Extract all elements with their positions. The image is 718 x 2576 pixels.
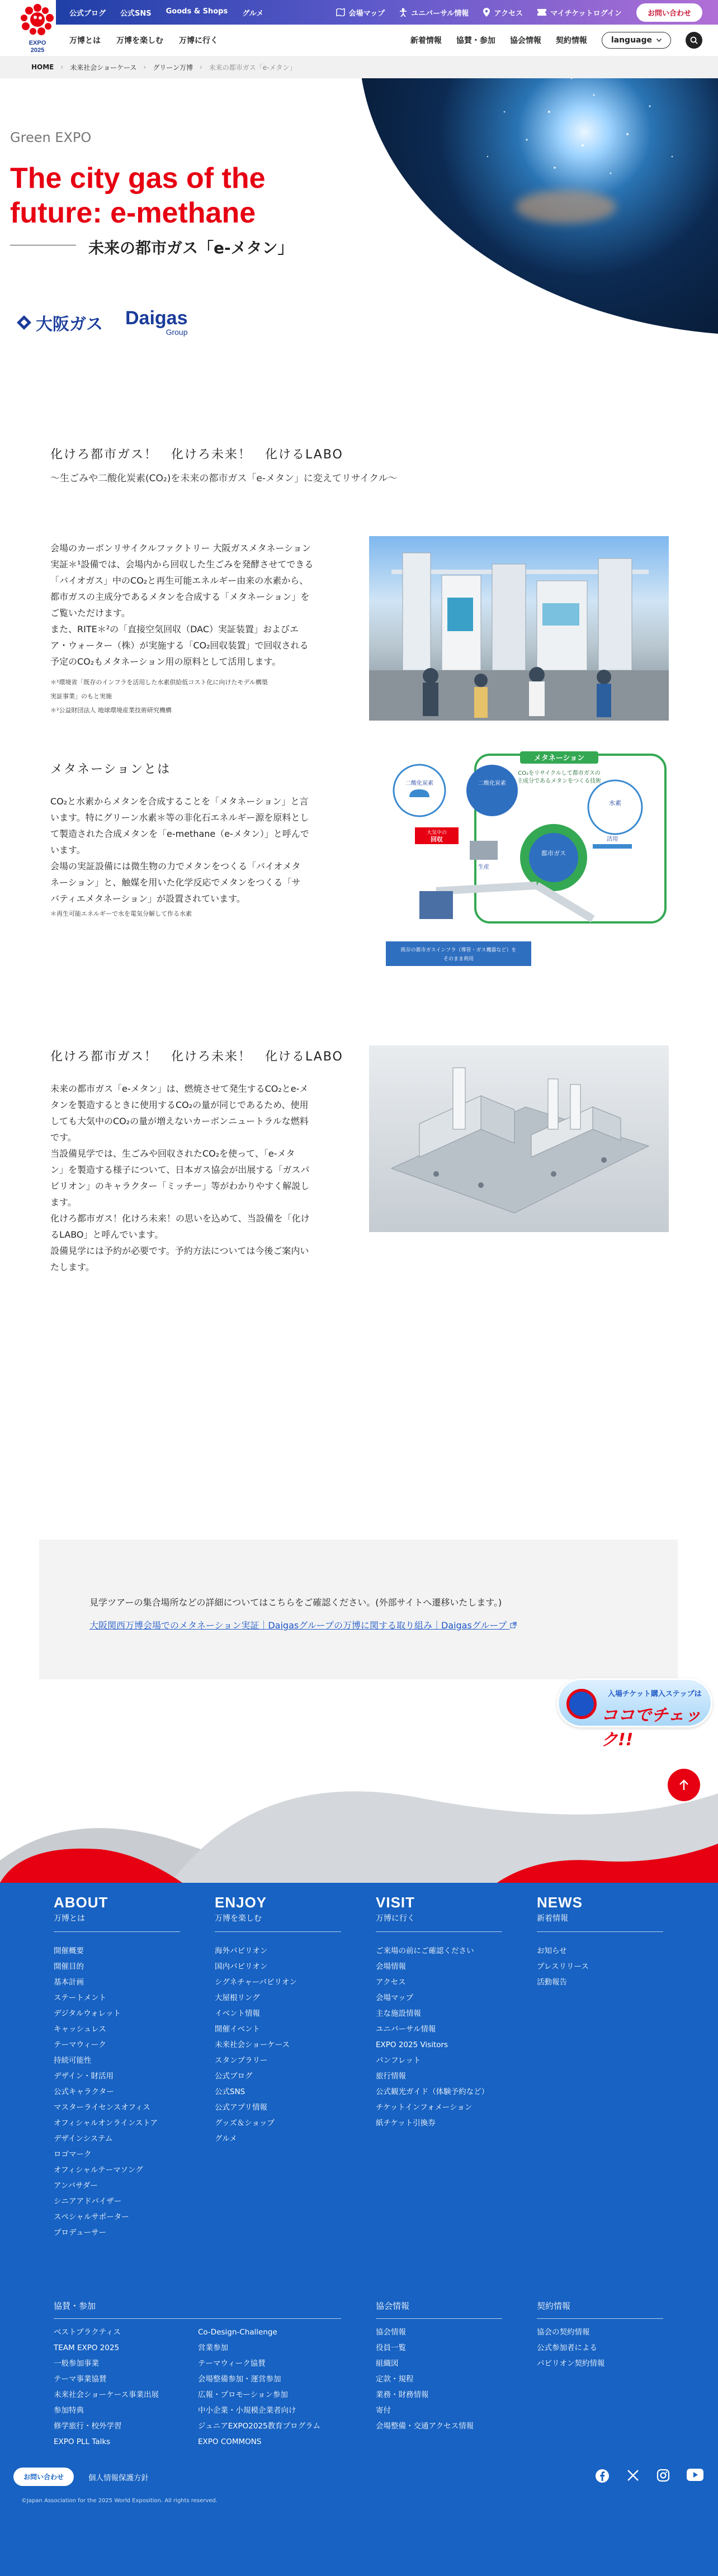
social-links: [595, 2469, 703, 2483]
footer-wrap: [0, 1777, 718, 2576]
paragraph-line: ア・ウォーター（株）が実施する「CO₂回収装置」で回収される: [50, 640, 309, 651]
svg-text:回収: 回収: [431, 836, 443, 843]
footer-link[interactable]: 公式キャラクター: [54, 2087, 114, 2096]
footer-link[interactable]: 公式参加者による: [537, 2343, 597, 2352]
util-link-goods[interactable]: Goods & Shops: [166, 7, 228, 16]
util-link-sns[interactable]: 公式SNS: [120, 9, 152, 18]
search-button[interactable]: [686, 32, 702, 49]
hero-title: The city gas of the future: e-methane: [10, 162, 266, 229]
facility-illustration: [369, 536, 669, 721]
footer-link[interactable]: Co-Design-Challenge: [198, 2328, 277, 2337]
footer-link[interactable]: オフィシャルテーマソング: [54, 2166, 143, 2175]
svg-text:都市ガス: 都市ガス: [541, 850, 566, 857]
hero-image: [359, 78, 718, 335]
search-icon: [690, 36, 698, 44]
util-link-gourmet[interactable]: グルメ: [242, 9, 264, 18]
footer-link[interactable]: 開催概要: [54, 1947, 84, 1955]
section-methanation-heading: メタネーションとは: [50, 763, 171, 776]
copyright: ©Japan Association for the 2025 World Exposition. All rights reserved.: [21, 2498, 218, 2504]
svg-text:生産: 生産: [478, 864, 489, 870]
paragraph-line: です。: [50, 1132, 77, 1143]
svg-text:水素: 水素: [609, 799, 621, 807]
paragraph-line: います。特にグリーン水素＊等の非化石エネルギー源を原料とし: [50, 812, 309, 823]
hero-eyebrow: Green EXPO: [10, 130, 92, 145]
footer-link[interactable]: マスターライセンスオフィス: [54, 2103, 150, 2112]
footer-link[interactable]: 会場整備・交通アクセス情報: [376, 2422, 474, 2431]
external-link-icon: [510, 1622, 517, 1628]
section-lab-heading: 化けろ都市ガス！ 化けろ未来！ 化けるLABO: [50, 1050, 343, 1064]
nav-contract[interactable]: 契約情報: [555, 36, 587, 45]
footer-link[interactable]: 主な施設情報: [376, 2009, 421, 2018]
footer-sponsor-col2: [198, 2324, 320, 2450]
footnote: ＊再生可能エネルギーで水を電気分解して作る水素: [50, 910, 192, 917]
section-facility: [0, 484, 718, 714]
footer-link[interactable]: 業務・財務情報: [376, 2390, 429, 2399]
breadcrumb-separator: ›: [199, 63, 202, 71]
footer-link[interactable]: グッズ＆ショップ: [215, 2119, 275, 2128]
footer-link[interactable]: グルメ: [215, 2134, 237, 2143]
footer-sponsor-heading: 協賛・参加: [54, 2300, 341, 2319]
paragraph-line: 化けろ都市ガス！化けろ未来！の思いを込めて、当設備を「化け: [50, 1213, 310, 1224]
paragraph-line: タンを製造するときに使用するCO₂の量が同じであるため、使用: [50, 1100, 309, 1110]
footer-contract-list: [537, 2324, 604, 2371]
svg-text:2025: 2025: [30, 47, 45, 54]
footer-link[interactable]: 旅行情報: [376, 2072, 406, 2081]
paragraph-line: 「バイオガス」中のCO₂と再生可能エネルギー由来の水素から、: [50, 575, 309, 586]
footer-link[interactable]: 未来社会ショーケース: [215, 2040, 290, 2049]
svg-text:二酸化炭素: 二酸化炭素: [405, 780, 433, 787]
footer-link[interactable]: スタンプラリー: [215, 2056, 268, 2065]
footer-link[interactable]: ユニバーサル情報: [376, 2025, 436, 2034]
footer-link[interactable]: 国内パビリオン: [215, 1962, 268, 1971]
footer-link[interactable]: テーマウィーク: [54, 2040, 106, 2049]
footer-link[interactable]: 公式SNS: [215, 2087, 245, 2096]
paragraph-line: 会場の実証設備には微生物の力でメタンをつくる「バイオメタ: [50, 861, 301, 872]
breadcrumb-current: 未来の都市ガス「e-メタン」: [209, 63, 296, 72]
footer-link[interactable]: 基本計画: [54, 1978, 84, 1987]
footer-link[interactable]: テーマウィーク協賛: [198, 2359, 266, 2368]
nav-news[interactable]: 新着情報: [410, 36, 442, 45]
svg-text:メタネーション: メタネーション: [533, 754, 585, 763]
nav-sponsor[interactable]: 協賛・参加: [456, 36, 495, 45]
paragraph-line: CO₂と水素からメタンを合成することを「メタネーション」と言: [50, 796, 309, 807]
footnote: ＊²公益財団法人 地球環境産業技術研究機構: [50, 707, 172, 714]
paragraph-line: ます。: [50, 1197, 77, 1208]
breadcrumb-showcase[interactable]: 未来社会ショーケース: [70, 63, 137, 72]
paragraph-line: また、RITE＊²の「直接空気回収（DAC）実証装置」およびエ: [50, 624, 299, 634]
chevron-down-icon: [656, 39, 662, 42]
paragraph-line: ご覧いただけます。: [50, 608, 130, 618]
footer-link[interactable]: 大屋根リング: [215, 1993, 260, 2002]
footer-link[interactable]: アンバサダー: [54, 2181, 98, 2190]
facebook-icon[interactable]: [595, 2469, 610, 2483]
footer-link[interactable]: 役員一覧: [376, 2343, 406, 2352]
section-lab: [0, 1049, 718, 1395]
osaka-gas-mark-icon: [16, 314, 32, 331]
osaka-gas-logo: 大阪ガス: [16, 310, 103, 335]
youtube-icon[interactable]: [687, 2469, 703, 2481]
util-link-universal[interactable]: ユニバーサル情報: [399, 7, 469, 18]
footer-news: NEWS 新着情報 お知らせ プレスリリース 活動報告: [537, 1894, 663, 1990]
paragraph-line: て製造された合成メタンを「e-methane（e-メタン）」と呼んで: [50, 828, 309, 839]
footer-link[interactable]: 持続可能性: [54, 2056, 92, 2065]
footer-link[interactable]: 会場整備参加・運営参加: [198, 2375, 281, 2384]
footer-link[interactable]: パビリオン契約情報: [537, 2359, 605, 2368]
ticket-banner[interactable]: 入場チケット購入ステップは ココでチェック!!: [557, 1678, 712, 1727]
footer-link[interactable]: パンフレット: [376, 2056, 421, 2065]
util-link-access[interactable]: アクセス: [483, 7, 523, 18]
footer-link[interactable]: 海外パビリオン: [215, 1947, 268, 1955]
footer-visit-title: VISIT: [376, 1894, 415, 1911]
footer-enjoy: ENJOY 万博を楽しむ 海外パビリオン 国内パビリオン シグネチャーパビリオン 大屋根リング イベント情報 開催イベント 未来社会ショーケース スタンプラリー 公式ブログ 公式SNS 公式アプリ情報 グッズ＆ショップ グルメ: [215, 1894, 341, 2147]
footer-news-title: NEWS: [537, 1894, 583, 1911]
daigas-logo: Daigas Group: [125, 307, 188, 337]
ticket-icon: [537, 9, 546, 16]
footer-link[interactable]: デジタルウォレット: [54, 2009, 121, 2018]
location-pin-icon: [483, 8, 490, 17]
footer-link[interactable]: 公式ブログ: [215, 2072, 253, 2081]
footer-sponsor-col1: [54, 2324, 159, 2450]
paragraph-line: ビリオン」のキャラクター「ミッチー」等がわかりやすく解説し: [50, 1181, 310, 1191]
footer-link[interactable]: ロゴマーク: [54, 2150, 92, 2159]
svg-text:CO₂をリサイクルして都市ガスの: CO₂をリサイクルして都市ガスの: [518, 770, 601, 776]
paragraph-line: バティエメタネーション」が設置されています。: [50, 893, 245, 904]
info-box: [39, 1540, 678, 1679]
language-button[interactable]: language: [602, 32, 671, 49]
footnote: 実証事業」のもと実施: [50, 693, 112, 700]
footer-link[interactable]: 公式観光ガイド（体験予約など）: [376, 2087, 489, 2096]
footer-link[interactable]: ベストプラクティス: [54, 2328, 121, 2337]
footer-link[interactable]: 協会情報: [376, 2328, 406, 2337]
footer-link[interactable]: 中小企業・小規模企業者向け: [198, 2406, 296, 2415]
paragraph-line: しても大気中のCO₂の量が増えないカーボンニュートラルな燃料: [50, 1116, 309, 1126]
footer-link[interactable]: EXPO COMMONS: [198, 2437, 262, 2446]
footer-link[interactable]: 寄付: [376, 2406, 391, 2415]
breadcrumb-home[interactable]: HOME: [31, 63, 54, 71]
footer-link[interactable]: 営業参加: [198, 2343, 228, 2352]
footer-link[interactable]: キャッシュレス: [54, 2025, 106, 2034]
footer-link[interactable]: テーマ事業協賛: [54, 2375, 107, 2384]
site-header: [0, 0, 718, 56]
footer-visit: VISIT 万博に行く ご来場の前にご確認ください 会場情報 アクセス 会場マップ 主な施設情報 ユニバーサル情報 EXPO 2025 Visitors パンフレット 旅行情報 公式観光ガイド（体験予約など） チケットインフォメーション 紙チケット引換券: [376, 1894, 502, 2131]
info-text: 見学ツアーの集合場所などの詳細についてはこちらをご確認ください。(外部サイトへ遷移いたします。): [89, 1597, 502, 1608]
svg-text:既存の都市ガスインフラ（導管・ガス機器など）を: 既存の都市ガスインフラ（導管・ガス機器など）を: [400, 948, 517, 953]
footer-link[interactable]: ジュニアEXPO2025教育プログラム: [198, 2422, 320, 2431]
footer-link[interactable]: 紙チケット引換券: [376, 2119, 436, 2128]
footer-about-title: ABOUT: [54, 1894, 108, 1911]
footer-association-heading: 協会情報: [376, 2300, 502, 2319]
footnote: ＊¹環境省「既存のインフラを活用した水素供給低コスト化に向けたモデル構築: [50, 679, 268, 686]
paragraph-line: 会場のカーボンリサイクルファクトリー 大阪ガスメタネーション: [50, 543, 311, 553]
footer-link[interactable]: オフィシャルオンラインストア: [54, 2119, 158, 2128]
footer-about: ABOUT 万博とは 開催概要 開催目的 基本計画 ステートメント デジタルウォレット キャッシュレス テーマウィーク 持続可能性 デザイン・財活用 公式キャラクター マスターライセンスオフィス オフィシャルオンラインストア デザインシステム ロゴマーク オフィシャルテーマソング アンバサダー シニアアドバイザー スペシャルサポーター プロデューサー: [54, 1894, 180, 2241]
footer-link[interactable]: シニアアドバイザー: [54, 2197, 122, 2206]
section-facility-text: [50, 540, 347, 717]
util-link-map[interactable]: 会場マップ: [336, 7, 385, 18]
footer-link[interactable]: 修学旅行・校外学習: [54, 2422, 122, 2431]
footer-link[interactable]: プロデューサー: [54, 2228, 107, 2237]
footer-link[interactable]: アクセス: [376, 1978, 406, 1987]
svg-text:EXPO: EXPO: [29, 40, 46, 46]
utility-bar: [56, 0, 718, 25]
paragraph-line: 都市ガスの主成分であるメタンを合成する「メタネーション」を: [50, 591, 310, 602]
paragraph-line: 当設備見学では、生ごみや回収されたCO₂を使って、「e-メタ: [50, 1148, 295, 1159]
footer-link[interactable]: プレスリリース: [537, 1962, 589, 1971]
hands-glow: [516, 190, 616, 224]
footer-link[interactable]: 組織図: [376, 2359, 399, 2368]
footer-link[interactable]: チケットインフォメーション: [376, 2103, 473, 2112]
instagram-icon[interactable]: [656, 2469, 670, 2482]
paragraph-line: 未来の都市ガス「e-メタン」は、燃焼させて発生するCO₂とe-メ: [50, 1083, 309, 1094]
paragraph-line: たします。: [50, 1262, 95, 1272]
footer-link[interactable]: 会場情報: [376, 1962, 406, 1971]
footer-link[interactable]: 会場マップ: [376, 1993, 413, 2002]
sponsor-logos: [16, 309, 188, 337]
hero-subtitle: 未来の都市ガス「e-メタン」: [88, 239, 294, 257]
section-lab-text: [50, 1049, 347, 1275]
footer-link[interactable]: EXPO PLL Talks: [54, 2437, 111, 2446]
footer-link[interactable]: イベント情報: [215, 2009, 260, 2018]
footer-link[interactable]: シグネチャーパビリオン: [215, 1978, 297, 1987]
paragraph-line: 実証＊¹設備では、会場内から回収した生ごみを発酵させてできる: [50, 559, 314, 570]
footer-link[interactable]: 広報・プロモーション参加: [198, 2390, 288, 2399]
methanation-diagram-svg: [369, 751, 669, 986]
paragraph-line: るLABO」と呼んでいます。: [50, 1229, 164, 1240]
svg-text:主成分であるメタンをつくる技術: 主成分であるメタンをつくる技術: [517, 778, 601, 784]
footer-bottom-links: [13, 2468, 149, 2486]
util-link-my-ticket[interactable]: マイチケットログイン: [537, 7, 622, 18]
lab-facility-render: [369, 1045, 669, 1232]
svg-text:活用: 活用: [607, 836, 618, 842]
intro: [0, 358, 718, 484]
paragraph-line: います。: [50, 845, 86, 855]
nav-visit[interactable]: 万博に行く: [179, 36, 218, 45]
paragraph-line: ネーション」と、触媒を用いた化学反応でメタンをつくる「サ: [50, 877, 301, 888]
contact-button[interactable]: お問い合わせ: [636, 3, 702, 22]
footer-link[interactable]: 開催目的: [54, 1962, 84, 1971]
external-link[interactable]: 大阪関西万博会場でのメタネーション実証｜Daigasグループの万博に関する取り組み｜Daigasグループ: [89, 1618, 678, 1631]
footer-link[interactable]: 定款・規程: [376, 2375, 414, 2384]
lab-render-illustration: [369, 1045, 669, 1232]
footer-contact-button[interactable]: お問い合わせ: [13, 2468, 74, 2486]
paragraph-line: 設備見学には予約が必要です。予約方法については今後ご案内い: [50, 1246, 309, 1256]
svg-text:二酸化炭素: 二酸化炭素: [478, 780, 506, 787]
footer-link[interactable]: 活動報告: [537, 1978, 567, 1987]
footer-link[interactable]: 協会の契約情報: [537, 2328, 590, 2337]
hero: [0, 78, 718, 358]
paragraph-line: ン」を製造する様子について、日本ガス協会が出展する「ガスパ: [50, 1164, 310, 1175]
breadcrumb: [0, 56, 718, 78]
footer-link[interactable]: ステートメント: [54, 1993, 107, 2002]
main-nav: [56, 25, 718, 56]
nav-association[interactable]: 協会情報: [509, 36, 541, 45]
section-methanation: [0, 708, 718, 1049]
myaku-myaku-icon: [566, 1689, 597, 1719]
footer-link[interactable]: デザイン・財活用: [54, 2072, 114, 2081]
breadcrumb-separator: ›: [143, 63, 147, 71]
footer-link[interactable]: TEAM EXPO 2025: [54, 2343, 120, 2352]
footer-link[interactable]: 公式アプリ情報: [215, 2103, 267, 2112]
footer-link[interactable]: 参加特典: [54, 2406, 84, 2415]
footer-link[interactable]: EXPO 2025 Visitors: [376, 2040, 448, 2049]
footer-link[interactable]: 開催イベント: [215, 2025, 260, 2034]
nav-about[interactable]: 万博とは: [69, 36, 101, 45]
x-icon[interactable]: [626, 2469, 640, 2482]
nav-enjoy[interactable]: 万博を楽しむ: [116, 36, 163, 45]
footer-link[interactable]: ご来場の前にご確認ください: [376, 1947, 474, 1955]
footer-link[interactable]: デザインシステム: [54, 2134, 113, 2143]
facility-photo: [369, 536, 669, 721]
breadcrumb-green-expo[interactable]: グリーン万博: [153, 63, 193, 72]
privacy-policy-link[interactable]: 個人情報保護方針: [88, 2473, 149, 2483]
intro-heading: 化けろ都市ガス！ 化けろ未来！ 化けるLABO: [50, 448, 343, 462]
footer-link[interactable]: 一般参加事業: [54, 2359, 99, 2368]
footer-contract-heading: 契約情報: [537, 2300, 663, 2319]
footer-association-list: [376, 2324, 474, 2434]
paragraph-line: 予定のCO₂もメタネーション用の原料として活用します。: [50, 656, 281, 667]
methanation-diagram: [369, 751, 669, 986]
section-methanation-text: [50, 761, 347, 921]
footer-enjoy-title: ENJOY: [215, 1894, 267, 1911]
svg-text:大気中の: 大気中の: [426, 830, 447, 836]
universal-icon: [399, 8, 407, 17]
footer-link[interactable]: スペシャルサポーター: [54, 2213, 129, 2222]
footer-link[interactable]: 未来社会ショーケース事業出展: [54, 2390, 159, 2399]
breadcrumb-separator: ›: [60, 63, 64, 71]
footer-link[interactable]: お知らせ: [537, 1947, 567, 1955]
expo-logo[interactable]: [19, 3, 56, 55]
map-icon: [336, 8, 345, 16]
svg-text:そのまま利用: そのまま利用: [443, 956, 474, 962]
footer: [0, 1883, 718, 2576]
intro-subheading: ～生ごみや二酸化炭素(CO₂)を未来の都市ガス「e-メタン」に変えてリサイクル～: [50, 473, 398, 484]
util-link-blog[interactable]: 公式ブログ: [69, 9, 106, 18]
